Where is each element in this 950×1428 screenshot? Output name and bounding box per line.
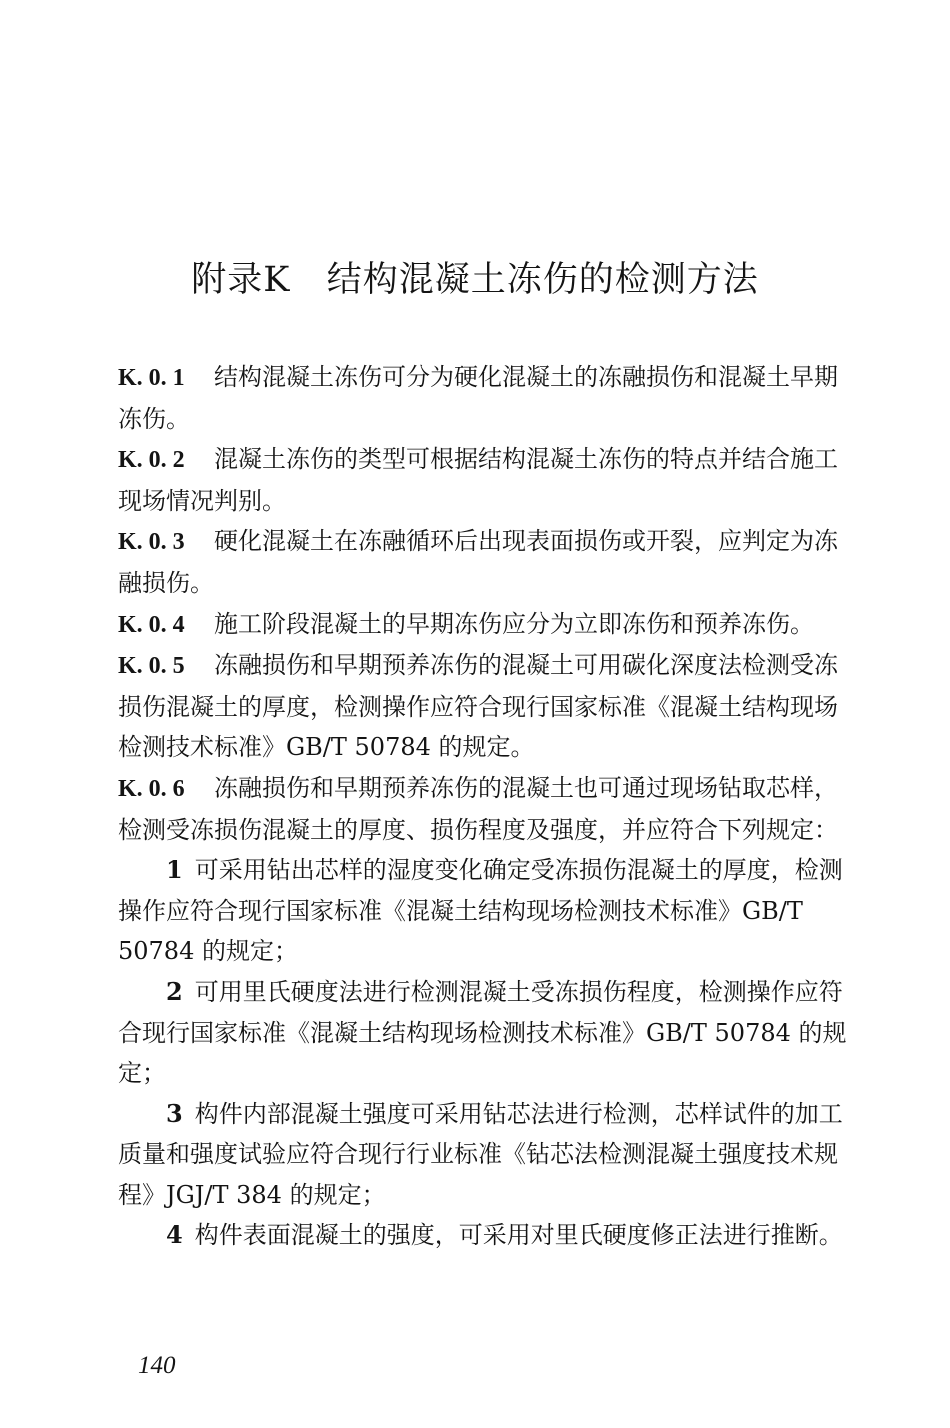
item-text: 可用里氏硬度法进行检测混凝土受冻损伤程度，检测操作应符合现行国家标准《混凝土结构现场检测技术标准》GB/T 50784 的规定； <box>118 977 847 1088</box>
clause-number: K. 0. 1 <box>118 365 185 391</box>
clause-text: 冻融损伤和早期预养冻伤的混凝土也可通过现场钻取芯样，检测受冻损伤混凝土的厚度、损伤程度及强度，并应符合下列规定： <box>118 773 838 844</box>
item-text: 构件表面混凝土的强度，可采用对里氏硬度修正法进行推断。 <box>194 1221 843 1250</box>
clause-k-0-2 <box>118 439 855 521</box>
clause-number: K. 0. 5 <box>118 653 185 680</box>
clause-text: 施工阶段混凝土的早期冻伤应分为立即冻伤和预养冻伤。 <box>214 609 814 638</box>
clause-number: K. 0. 2 <box>118 447 185 474</box>
item-text: 构件内部混凝土强度可采用钻芯法进行检测，芯样试件的加工质量和强度试验应符合现行行业标准《钻芯法检测混凝土强度技术规程》JGJ/T 384 的规定； <box>118 1099 843 1209</box>
clause-text: 冻融损伤和早期预养冻伤的混凝土可用碳化深度法检测受冻损伤混凝土的厚度，检测操作应符合现行国家标准《混凝土结构现场检测技术标准》GB/T 50784 的规定。 <box>118 651 838 762</box>
clause-k-0-5 <box>118 645 855 768</box>
clause-number: K. 0. 3 <box>118 529 185 556</box>
clause-k-0-3 <box>118 521 855 603</box>
list-item-2 <box>118 972 855 1094</box>
clause-text: 结构混凝土冻伤可分为硬化混凝土的冻融损伤和混凝土早期冻伤。 <box>118 363 838 433</box>
clause-number: K. 0. 4 <box>118 611 185 638</box>
appendix-title: 附录K 结构混凝土冻伤的检测方法 <box>191 260 759 300</box>
item-number: 1 <box>166 855 183 885</box>
list-item-1 <box>118 850 855 972</box>
list-item-4 <box>118 1215 855 1256</box>
page-number: 140 <box>138 1352 176 1379</box>
appendix-body <box>118 357 855 1256</box>
clause-k-0-6 <box>118 768 855 850</box>
item-number: 3 <box>166 1098 183 1128</box>
clause-text: 混凝土冻伤的类型可根据结构混凝土冻伤的特点并结合施工现场情况判别。 <box>118 445 838 515</box>
clause-text: 硬化混凝土在冻融循环后出现表面损伤或开裂，应判定为冻融损伤。 <box>118 527 838 597</box>
clause-k-0-1 <box>118 357 855 439</box>
list-item-3 <box>118 1094 855 1216</box>
item-number: 2 <box>166 976 183 1006</box>
clause-number: K. 0. 6 <box>118 775 185 802</box>
item-number: 4 <box>166 1220 183 1250</box>
item-text: 可采用钻出芯样的湿度变化确定受冻损伤混凝土的厚度，检测操作应符合现行国家标准《混凝土结构现场检测技术标准》GB/T 50784 的规定； <box>118 856 843 966</box>
clause-k-0-4 <box>118 604 855 646</box>
